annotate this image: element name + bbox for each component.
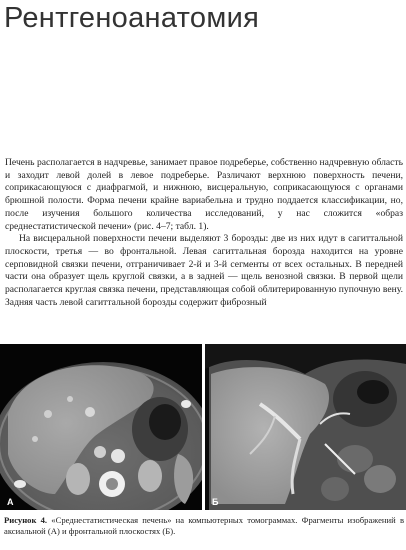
page-title: Рентгеноанатомия [4,2,260,34]
ct-axial-drawing [0,344,202,510]
paragraph-2: На висцеральной поверхности печени выделяют 3 борозды: две из них идут в сагиттальной плоскости, третья — во фронтальной. Левая сагиттальная борозда находится на уровне серповидной связки печени, отграничивает 2-й и 3-й сегменты от всех остальных. В передней части она образует щель круглой связки, а в задней — щель венозной связки. В первой щели располагается круглая связка печени, представляющая собой облитерированную пупочную вену. Задняя часть левой сагиттальной борозды содержит фиброзный [5,233,403,308]
figure-caption [4,515,404,537]
caption-text: «Среднестатистическая печень» на компьютерных томограммах. Фрагменты изображений в аксиальной (А) и фронтальной плоскостях (Б). [4,515,404,536]
paragraph-1: Печень располагается в надчревье, занимает правое подреберье, собственно надчревную область и заходит левой долей в левое подреберье. Различают верхнюю поверхность печени, соприкасающуюся с диафрагмой, и нижнюю, висцеральную, соприкасающуюся с органами брюшной полости. Форма печени крайне вариабельна и трудно поддается классификации, но, после изучения большого количества исследований, у нас сложится «образ среднестатистической печени» (рис. 4–7; табл. 1). [5,157,403,232]
caption-label: Рисунок 4. [4,515,48,525]
body-text [5,157,403,309]
ct-axial-image [0,344,202,510]
figure-4 [0,344,406,510]
ct-coronal-drawing [205,344,406,510]
panel-a-label: А [7,497,14,507]
panel-b-label: Б [212,497,219,507]
ct-coronal-image [205,344,406,510]
